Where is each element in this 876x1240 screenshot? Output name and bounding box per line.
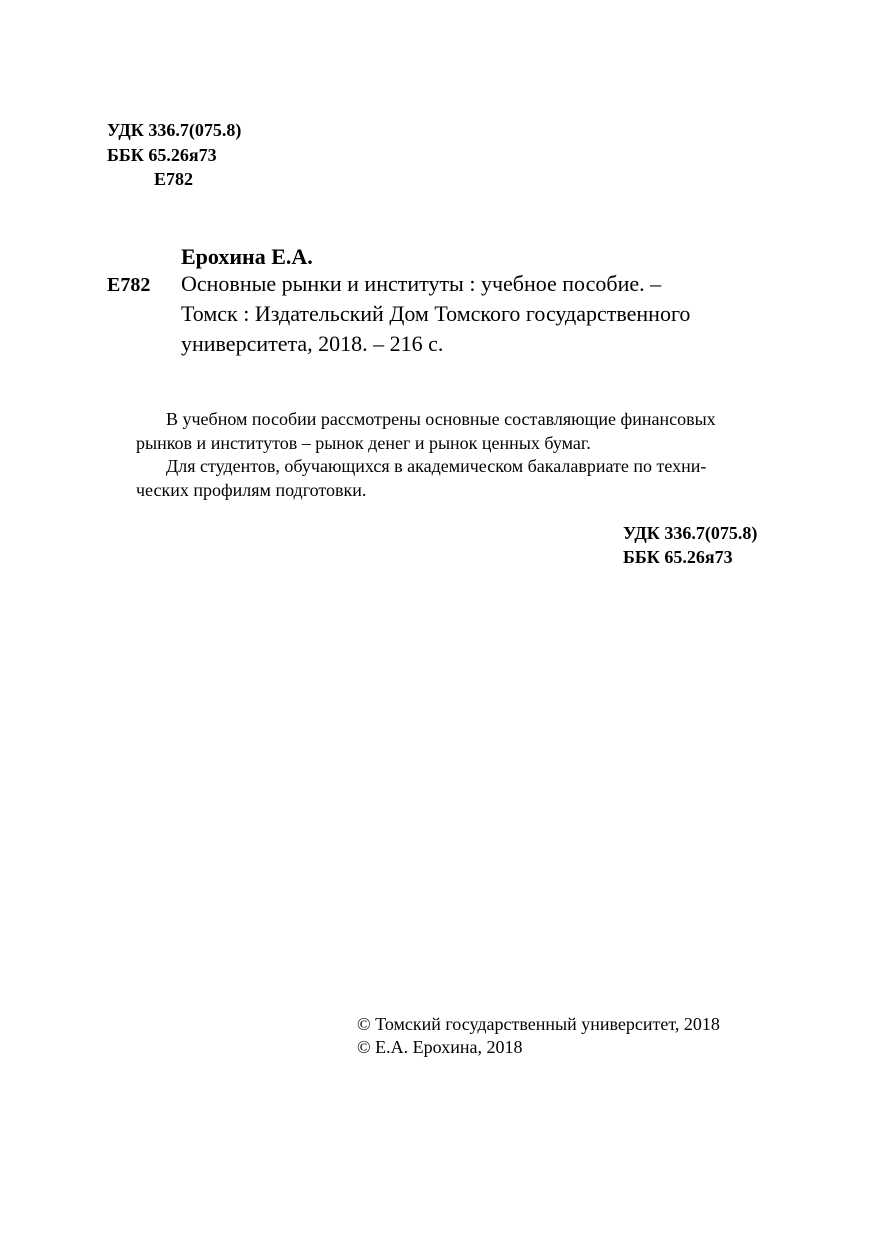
bbk-code: ББК 65.26я73 bbox=[107, 145, 217, 165]
annotation-line: В учебном пособии рассмотрены основные составляющие финансовых bbox=[166, 409, 716, 429]
annotation-line: ческих профилям подготовки. bbox=[136, 479, 367, 500]
annotation-line: Для студентов, обучающихся в академическом бакалавриате по техни- bbox=[166, 456, 707, 476]
bbk-code: ББК 65.26я73 bbox=[623, 547, 733, 567]
card-publisher-line: Томск : Издательский Дом Томского государственного bbox=[181, 301, 691, 326]
annotation-line: рынков и институтов – рынок денег и рынок ценных бумаг. bbox=[136, 432, 591, 453]
copyright-line: © Томский государственный университет, 2018 bbox=[357, 1014, 720, 1034]
card-year-pages-line: университета, 2018. – 216 с. bbox=[181, 331, 444, 356]
card-title-line: Основные рынки и институты : учебное пособие. – bbox=[181, 271, 662, 296]
card-author: Ерохина Е.А. bbox=[181, 244, 313, 269]
author-mark: Е782 bbox=[154, 169, 194, 189]
udk-code: УДК 336.7(075.8) bbox=[107, 120, 242, 140]
annotation bbox=[136, 408, 741, 502]
copyright-line: © Е.А. Ерохина, 2018 bbox=[357, 1037, 523, 1057]
udk-code: УДК 336.7(075.8) bbox=[623, 523, 758, 543]
card-author-mark: Е782 bbox=[107, 274, 151, 296]
